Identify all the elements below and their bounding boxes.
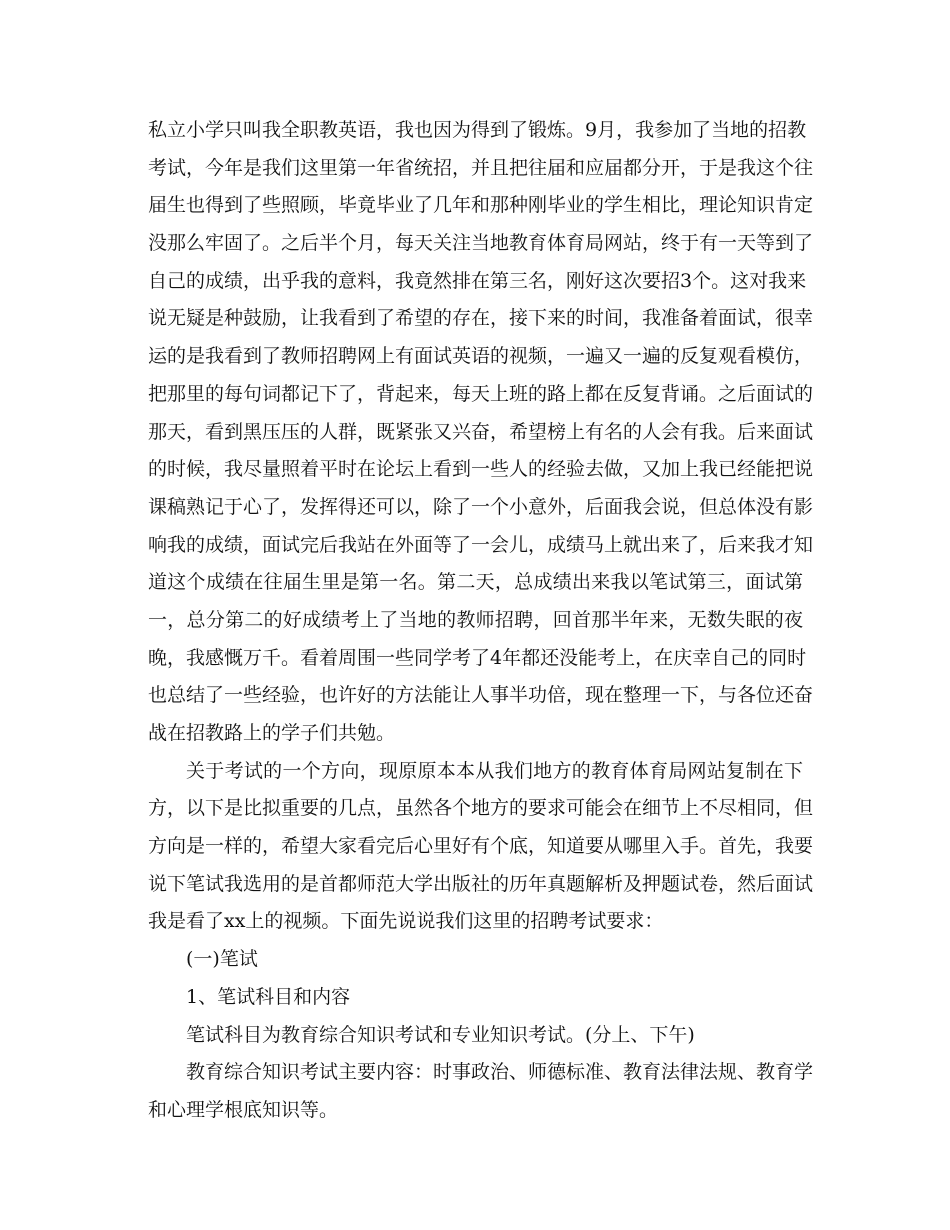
text-line: 那天，看到黑压压的人群，既紧张又兴奋，希望榜上有名的人会有我。后来面试 [148,420,814,443]
text-line: 关于考试的一个方向，现原原本本从我们地方的教育体育局网站复制在下 [186,759,803,782]
text-line: 运的是我看到了教师招聘网上有面试英语的视频，一遍又一遍的反复观看模仿， [148,345,814,368]
document-body [148,112,814,1130]
text-line: 私立小学只叫我全职教英语，我也因为得到了锻炼。9月，我参加了当地的招教 [148,119,807,141]
text-line: 我是看了xx上的视频。下面先说说我们这里的招聘考试要求： [148,910,664,933]
text-line: 道这个成绩在往届生里是第一名。第二天，总成绩出来我以笔试第三，面试第 [148,571,803,594]
text-line: 晚，我感慨万千。看着周围一些同学考了4年都还没能考上，在庆幸自己的同时 [148,646,807,669]
text-line: 方向是一样的，希望大家看完后心里好有个底，知道要从哪里入手。首先，我要 [148,835,814,858]
text-line: 响我的成绩，面试完后我站在外面等了一会儿，成绩马上就出来了，后来我才知 [148,533,814,556]
text-line: 战在招教路上的学子们共勉。 [148,722,396,744]
text-line: 的时候，我尽量照着平时在论坛上看到一些人的经验去做，又加上我已经能把说 [148,458,814,481]
text-line: 课稿熟记于心了，发挥得还可以，除了一个小意外，后面我会说，但总体没有影 [148,495,814,518]
text-line: 说下笔试我选用的是首都师范大学出版社的历年真题解析及押题试卷，然后面试 [148,872,814,895]
subsection-heading: 1、笔试科目和内容 [186,985,351,1008]
text-line: 没那么牢固了。之后半个月，每天关注当地教育体育局网站，终于有一天等到了 [148,232,814,255]
text-line: 把那里的每句词都记下了，背起来，每天上班的路上都在反复背诵。之后面试的 [148,382,814,405]
text-line: 方，以下是比拟重要的几点，虽然各个地方的要求可能会在细节上不尽相同，但 [148,797,814,820]
text-line: 考试，今年是我们这里第一年省统招，并且把往届和应届都分开，于是我这个往 [148,156,814,179]
text-line: 届生也得到了些照顾，毕竟毕业了几年和那种刚毕业的学生相比，理论知识肯定 [148,194,814,217]
section-heading: (一)笔试 [186,948,258,971]
text-line: 一，总分第二的好成绩考上了当地的教师招聘，回首那半年来，无数失眠的夜 [148,608,803,631]
text-line: 和心理学根底知识等。 [148,1098,339,1121]
text-line: 也总结了一些经验，也许好的方法能让人事半功倍，现在整理一下，与各位还奋 [148,684,814,707]
text-line: 教育综合知识考试主要内容：时事政治、师德标准、教育法律法规、教育学 [186,1061,814,1084]
text-line: 说无疑是种鼓励，让我看到了希望的存在，接下来的时间，我准备着面试，很幸 [148,307,814,330]
text-line: 自己的成绩，出乎我的意料，我竟然排在第三名，刚好这次要招3个。这对我来 [148,269,807,292]
text-line: 笔试科目为教育综合知识考试和专业知识考试。(分上、下午) [186,1023,695,1046]
